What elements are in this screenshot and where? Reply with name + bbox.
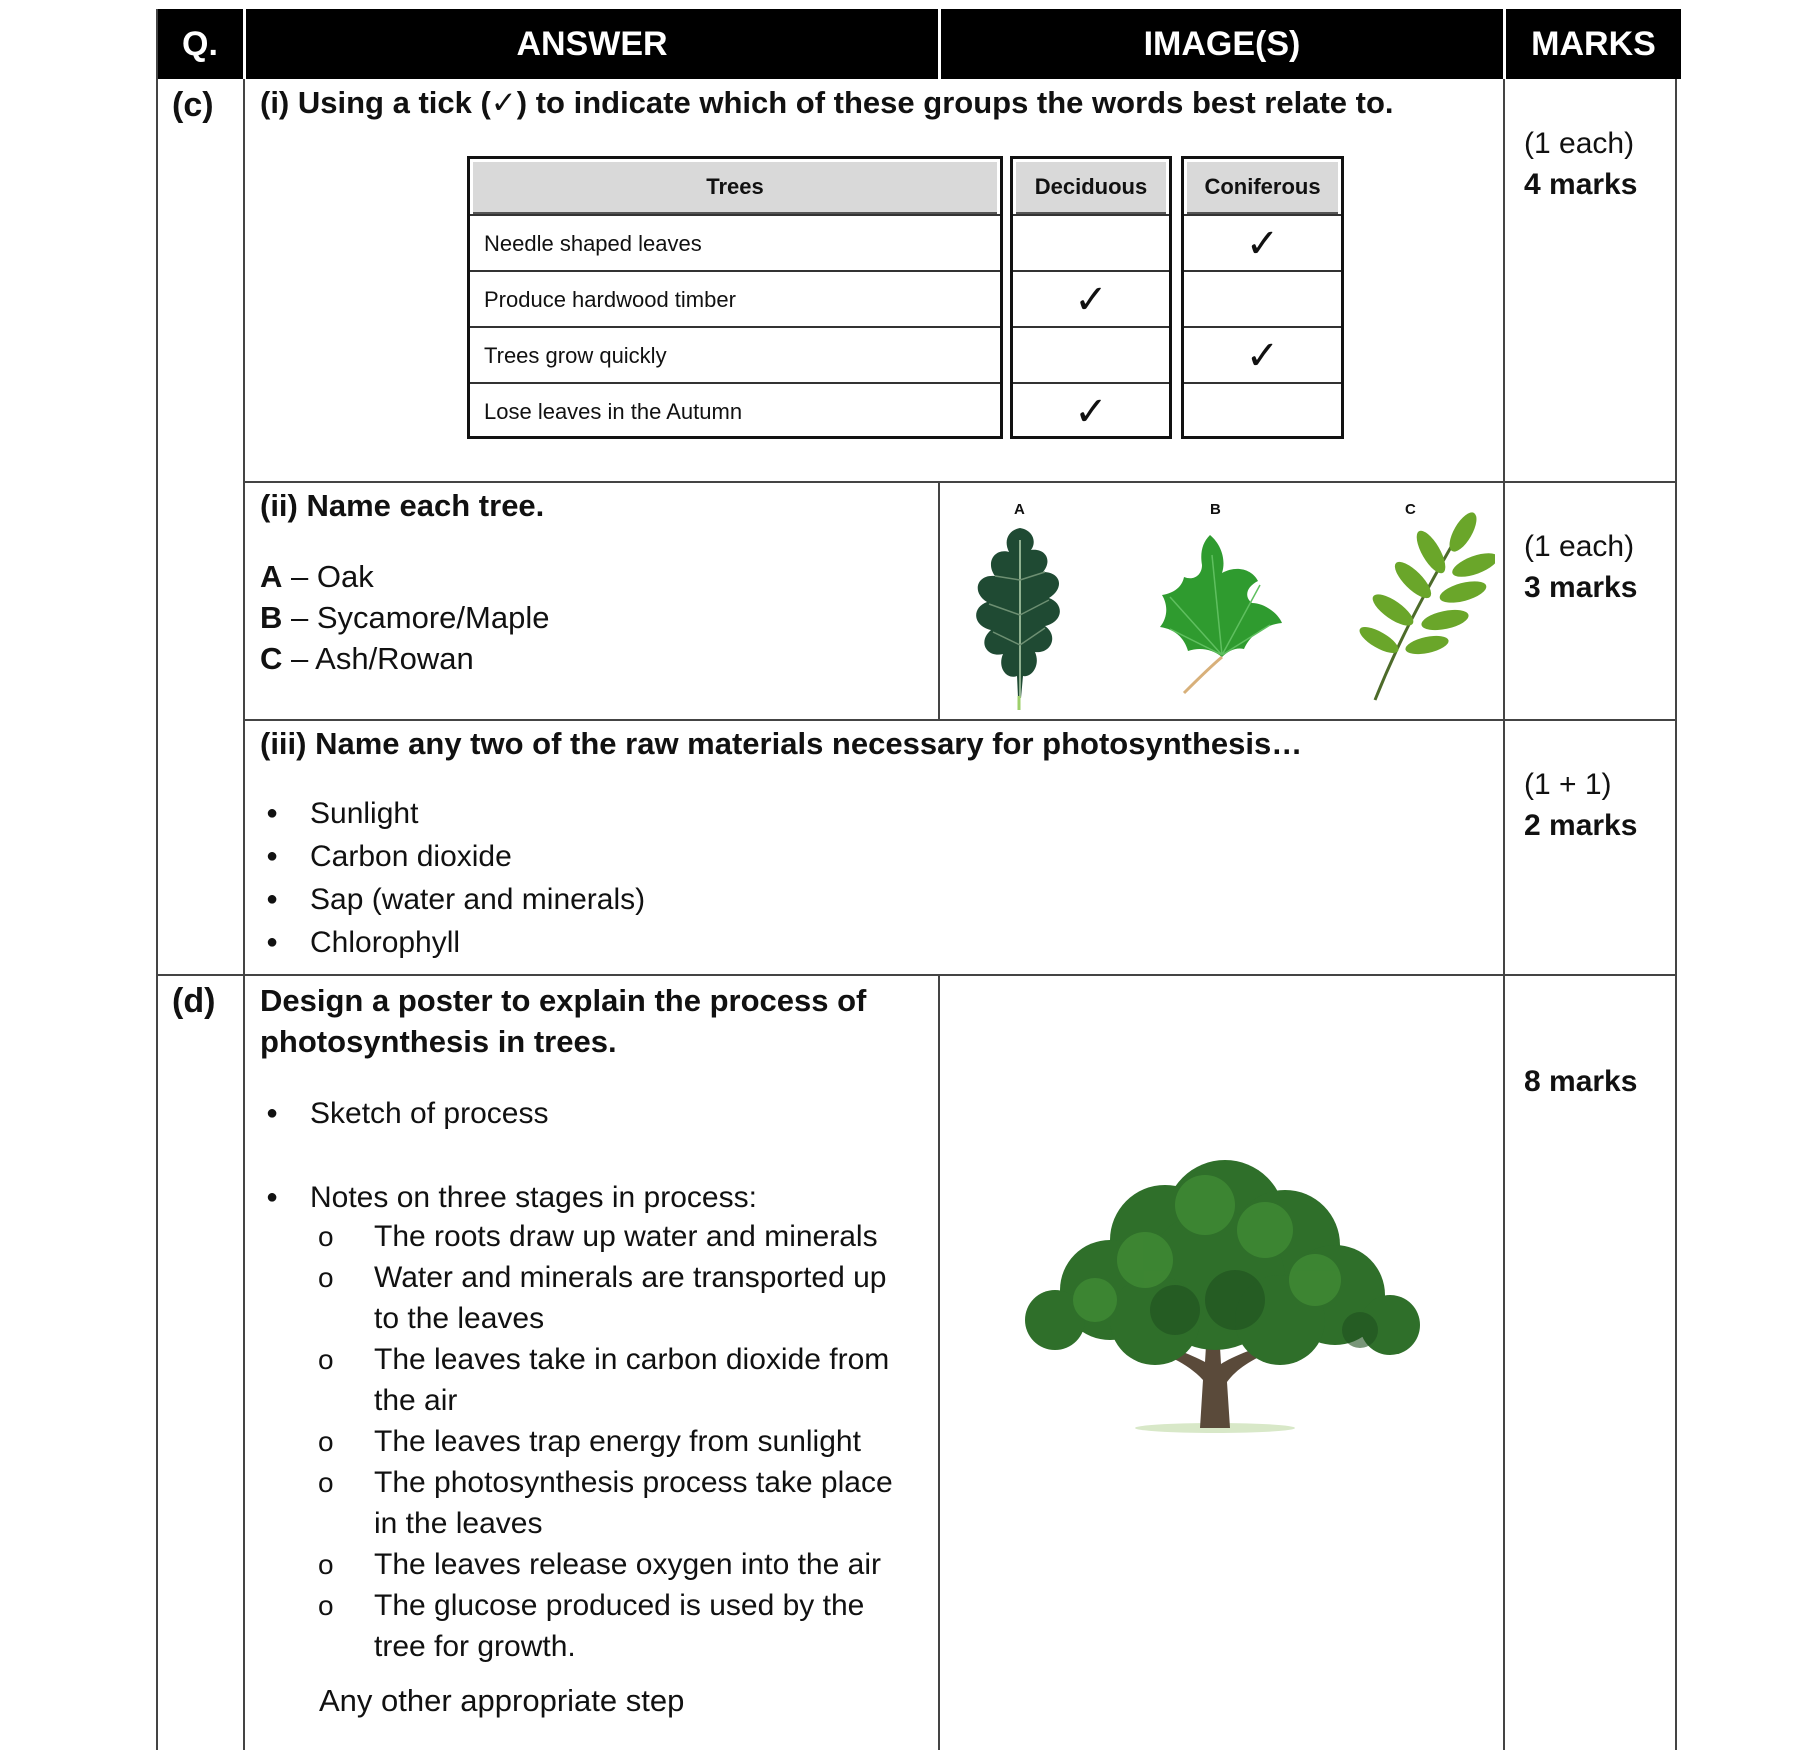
question-label-c: (c) [172,86,214,124]
grid-line [1675,79,1677,1750]
table-row [470,214,1000,272]
list-item: ● Sap (water and minerals) [262,878,645,921]
grid-line [938,975,940,1750]
grid-line [243,79,245,1750]
tick-table-coniferous-column [1181,156,1344,439]
tick-mark: ✓ [1074,278,1108,322]
list-item: o Water and minerals are transported up to the leaves [318,1257,893,1339]
tree-names-list [260,556,549,679]
tick-mark: ✓ [1074,390,1108,434]
list-item: o The leaves take in carbon dioxide from the air [318,1339,893,1421]
leaf-label-b: B [1210,501,1221,518]
grid-line [156,974,1677,976]
part-iii-prompt: (iii) Name any two of the raw materials necessary for photosynthesis… [260,726,1303,761]
list-item: o The leaves trap energy from sunlight [318,1421,893,1462]
footer-note: Any other appropriate step [319,1683,685,1718]
marks-part-iii [1524,764,1637,846]
table-row [470,382,1000,440]
tick-table-deciduous-column [1010,156,1172,439]
marks-detail: (1 + 1) [1524,768,1612,801]
row-label: Produce hardwood timber [484,287,736,312]
list-item: ● Chlorophyll [262,921,645,964]
prompt-line: Design a poster to explain the process of [260,983,867,1018]
row-label: Lose leaves in the Autumn [484,399,743,424]
poster-bullet-2 [262,1176,757,1219]
tick-cell [1013,326,1169,384]
tick-cell [1184,214,1341,272]
tick-cell [1184,326,1341,384]
header-images: IMAGE(S) [941,9,1503,79]
marks-total: 2 marks [1524,809,1638,842]
list-item: ● Notes on three stages in process: [262,1176,757,1219]
part-i-prompt: (i) Using a tick (✓) to indicate which of these groups the words best relate to. [260,85,1394,120]
tree-answer-b: B – Sycamore/Maple [260,600,550,635]
tree-answer-a: A – Oak [260,559,374,594]
row-label: Needle shaped leaves [484,231,702,256]
oak-leaf-image [965,520,1075,710]
list-item: o The glucose produced is used by the tree for growth. [318,1585,893,1667]
list-item: o The roots draw up water and minerals [318,1216,893,1257]
leaf-label-c: C [1405,501,1416,518]
question-label-d: (d) [172,982,216,1020]
ash-leaf-image [1345,510,1495,705]
grid-line [243,719,1677,721]
header-marks: MARKS [1506,9,1681,79]
list-item: o The photosynthesis process take place in the leaves [318,1462,893,1544]
list-item: ● Carbon dioxide [262,835,645,878]
header-answer: ANSWER [246,9,938,79]
table-row [470,270,1000,328]
list-item: ● Sunlight [262,792,645,835]
column-header-deciduous: Deciduous [1016,162,1166,214]
marks-detail: (1 each) [1524,530,1635,563]
leaf-label-a: A [1014,501,1025,518]
grid-line [1503,79,1505,1750]
list-item: ● Sketch of process [262,1092,548,1135]
process-steps-list [318,1216,893,1667]
column-header-coniferous: Coniferous [1187,162,1338,214]
marks-total: 4 marks [1524,168,1638,201]
prompt-line: photosynthesis in trees. [260,1024,617,1059]
grid-line [156,9,158,1750]
marks-detail: (1 each) [1524,127,1635,160]
marks-total: 3 marks [1524,571,1638,604]
tick-cell [1013,214,1169,272]
marks-part-i [1524,123,1637,205]
table-row [470,326,1000,384]
row-label: Trees grow quickly [484,343,667,368]
tick-cell [1013,382,1169,440]
part-ii-prompt: (ii) Name each tree. [260,488,545,523]
tick-mark: ✓ [1245,222,1280,266]
sycamore-leaf-image [1140,525,1310,695]
poster-bullet-1 [262,1092,548,1135]
tick-cell [1184,270,1341,328]
tree-image [1015,1150,1435,1435]
tick-mark: ✓ [1245,334,1280,378]
marks-part-d: 8 marks [1524,1065,1638,1098]
header-q: Q. [157,9,243,79]
part-d-prompt [260,980,866,1062]
tick-cell [1184,382,1341,440]
grid-line [243,481,1677,483]
tree-answer-c: C – Ash/Rowan [260,641,474,676]
tick-cell [1013,270,1169,328]
tick-table-trees-column [467,156,1003,439]
raw-materials-list [262,792,645,964]
marks-part-ii [1524,526,1637,608]
grid-line [938,482,940,720]
list-item: o The leaves release oxygen into the air [318,1544,893,1585]
column-header-trees: Trees [473,162,997,214]
